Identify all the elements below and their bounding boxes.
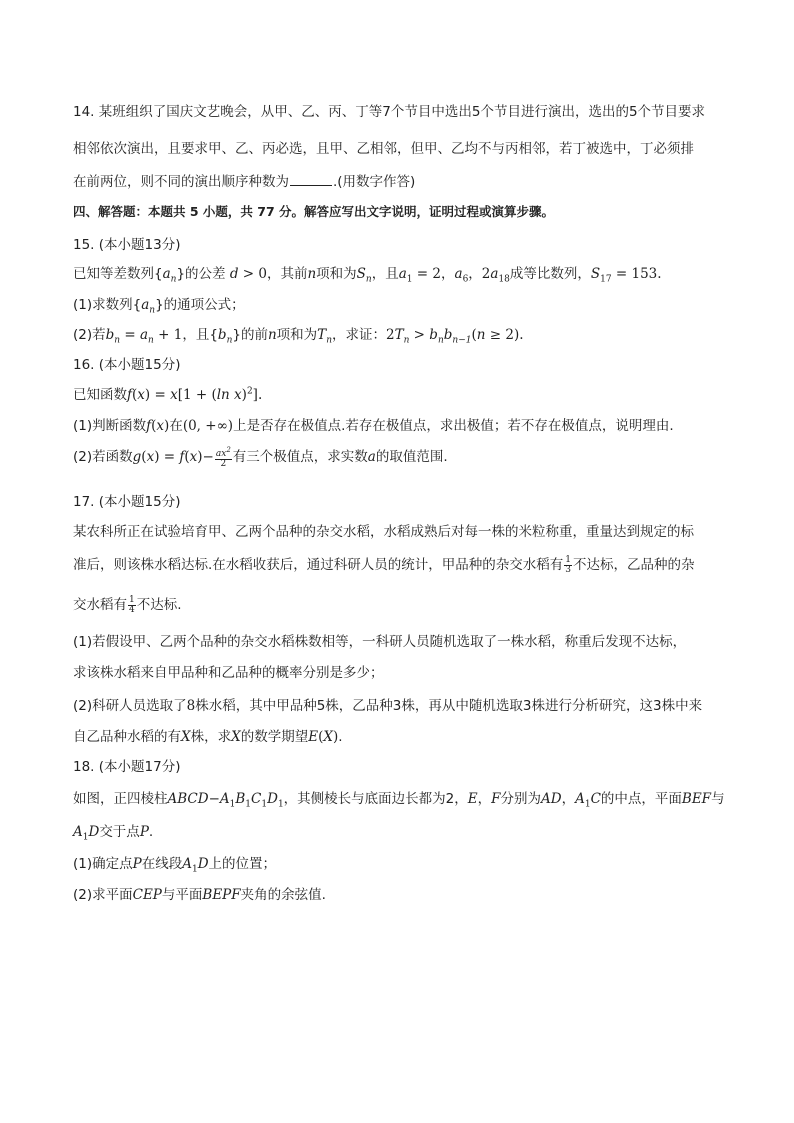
answer-blank <box>290 173 332 186</box>
q17-part2-line1: (2)科研人员选取了8株水稻，其中甲品种5株，乙品种3株，再从中随机选取3株进行分析研究，这3株中来 <box>73 698 703 714</box>
q18-line2: $A_1D$交于点P. <box>73 824 154 843</box>
q16-stem: 已知函数f(x) = x[1 + (ln x)$^2$]. <box>73 386 263 403</box>
q16-header: 16. (本小题15分) <box>73 357 181 373</box>
q17-line1: 某农科所正在试验培育甲、乙两个品种的杂交水稻，水稻成熟后对每一株的米粒称重，重量达到规定的标 <box>73 524 694 540</box>
q18-header: 18. (本小题17分) <box>73 759 181 775</box>
q18-line1: 如图，正四棱柱$ABCD-A_1B_1C_1D_1$，其侧棱长与底面边长都为2，E，F分别为AD，$A_1C$的中点，平面BEF与 <box>73 791 725 810</box>
q17-header: 17. (本小题15分) <box>73 494 181 510</box>
section-header: 四、解答题：本题共 5 小题，共 77 分。解答应写出文字说明，证明过程或演算步骤。 <box>73 204 555 219</box>
q16-part2: (2)若函数g(x) = f(x)− $\frac{ax^2}{2}$ 有三个极值点，求实数a的取值范围. <box>73 445 448 469</box>
q18-part1: (1)确定点P在线段$A_1D$上的位置； <box>73 856 277 875</box>
q17-line3: 交水稻有 $\frac{1}{4}$ 不达标. <box>73 594 182 615</box>
q17-part1-line1: (1)若假设甲、乙两个品种的杂交水稻株数相等，一科研人员随机选取了一株水稻，称重后发现不达标， <box>73 634 687 650</box>
q14-line2: 相邻依次演出，且要求甲、乙、丙必选，且甲、乙相邻，但甲、乙均不与丙相邻，若丁被选中，丁必须排 <box>73 141 694 157</box>
q14-line3: 在前两位，则不同的演出顺序种数为 .(用数字作答) <box>73 174 416 190</box>
q18-part2: (2)求平面CEP与平面BEPF夹角的余弦值. <box>73 887 326 903</box>
q17-part2-line2: 自乙品种水稻的有X株，求X的数学期望E(X). <box>73 729 343 745</box>
fraction-one-fourth: $\frac{1}{4}$ <box>129 594 135 615</box>
q14-line1: 14. 某班组织了国庆文艺晚会，从甲、乙、丙、丁等7个节目中选出5个节目进行演出，选出的5个节目要求 <box>73 104 706 120</box>
q17-line2: 准后，则该株水稻达标.在水稻收获后，通过科研人员的统计，甲品种的杂交水稻有 $\frac{1}{3}$ 不达标，乙品种的杂 <box>73 554 695 575</box>
q17-part1-line2: 求该株水稻来自甲品种和乙品种的概率分别是多少； <box>73 665 384 681</box>
q15-part1: (1)求数列$\{a_n\}$的通项公式； <box>73 297 245 316</box>
q15-part2: (2)若$b_n = a_n + 1$，且$\{b_n\}$的前n项和为$T_n$，求证：$2T_n > b_nb_{n-1}(n \ge 2)$. <box>73 327 524 346</box>
q15-stem: 已知等差数列$\{a_n\}$的公差 d > 0，其前n项和为$S_n$，且$a_1 = 2$，$a_6$，$2a_{18}$成等比数列，$S_{17} = 153$. <box>73 266 662 285</box>
fraction-one-third: $\frac{1}{3}$ <box>565 554 572 575</box>
q15-header: 15. (本小题13分) <box>73 237 181 253</box>
q16-part1: (1)判断函数f(x)在(0, +∞)上是否存在极值点.若存在极值点，求出极值；若不存在极值点，说明理由. <box>73 418 674 434</box>
